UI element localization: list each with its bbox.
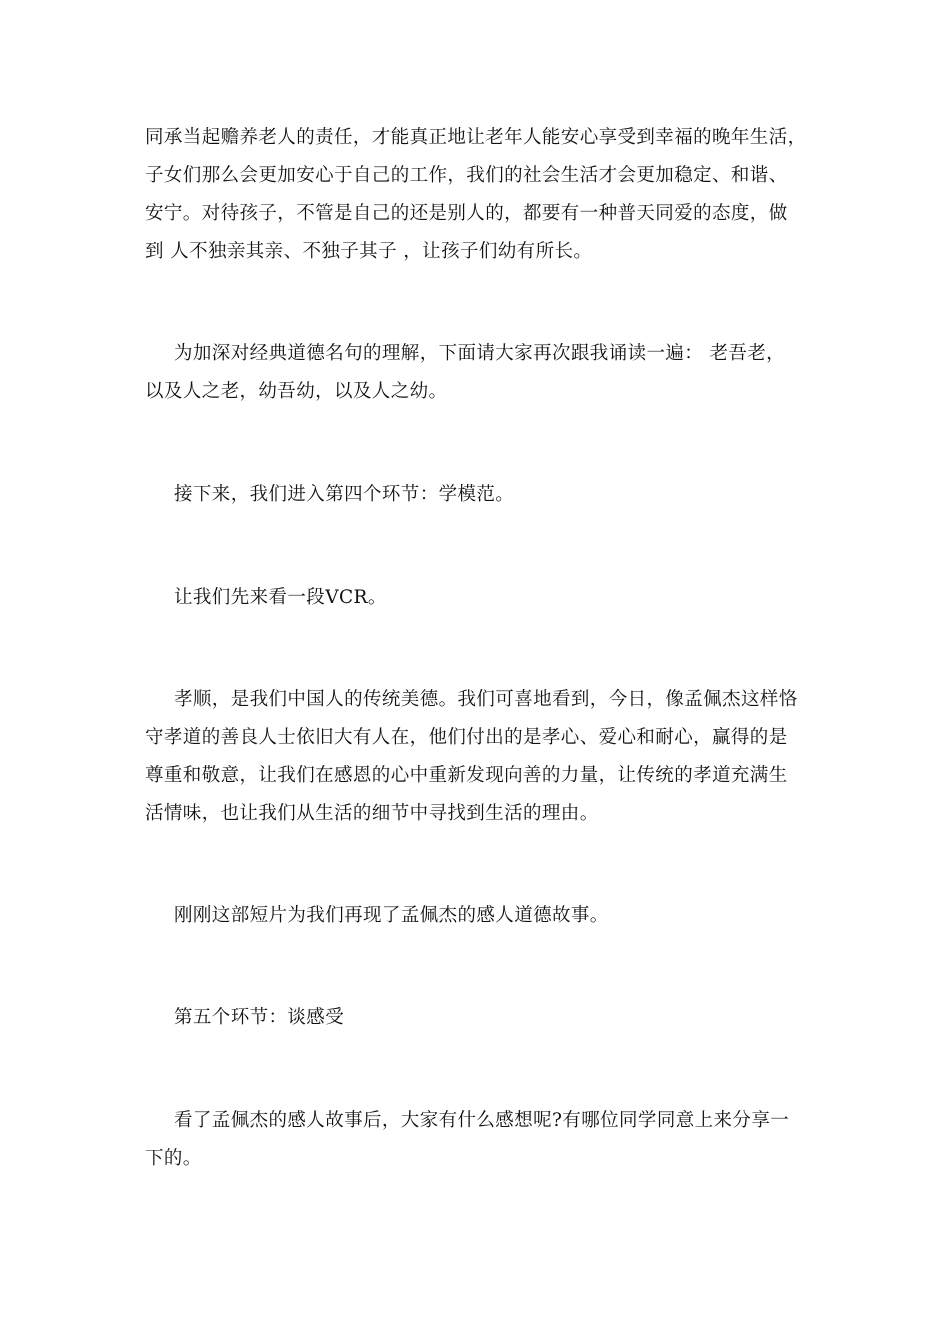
- text-line: 刚刚这部短片为我们再现了孟佩杰的感人道德故事。: [174, 905, 609, 926]
- text-line: 到 人不独亲其亲、不独子其子 ，让孩子们幼有所长。: [145, 241, 593, 262]
- text-line: 下的。: [145, 1148, 202, 1169]
- text-line: 守孝道的善良人士依旧大有人在，他们付出的是孝心、爱心和耐心，赢得的是: [145, 727, 788, 748]
- text-line: 安宁。对待孩子，不管是自己的还是别人的，都要有一种普天同爱的态度，做: [145, 203, 788, 224]
- text-line: 让我们先来看一段VCR。: [174, 587, 387, 608]
- text-line: 看了孟佩杰的感人故事后，大家有什么感想呢?有哪位同学同意上来分享一: [174, 1110, 790, 1131]
- paragraph-filial-virtue: [145, 681, 810, 833]
- paragraph-section-four: [145, 476, 810, 514]
- text-line: 尊重和敬意，让我们在感恩的心中重新发现向善的力量，让传统的孝道充满生: [145, 765, 788, 786]
- paragraph-share-feelings: [145, 1102, 810, 1178]
- text-line: 为加深对经典道德名句的理解，下面请大家再次跟我诵读一遍： 老吾老，: [174, 343, 786, 364]
- text-line: 活情味，也让我们从生活的细节中寻找到生活的理由。: [145, 803, 599, 824]
- text-line: 同承当起赡养老人的责任，才能真正地让老年人能安心享受到幸福的晚年生活，: [145, 127, 807, 148]
- paragraph-short-film: [145, 897, 810, 935]
- paragraph-filial-duty: [145, 119, 810, 271]
- text-line: 第五个环节：谈感受: [174, 1007, 345, 1028]
- text-line: 孝顺，是我们中国人的传统美德。我们可喜地看到，今日，像孟佩杰这样恪: [174, 689, 798, 710]
- paragraph-vcr-intro: [145, 579, 810, 617]
- text-line: 子女们那么会更加安心于自己的工作，我们的社会生活才会更加稳定、和谐、: [145, 165, 788, 186]
- text-line: 接下来，我们进入第四个环节：学模范。: [174, 484, 515, 505]
- text-line: 以及人之老，幼吾幼，以及人之幼。: [145, 381, 448, 402]
- paragraph-recitation: [145, 335, 810, 411]
- paragraph-section-five: [145, 999, 810, 1037]
